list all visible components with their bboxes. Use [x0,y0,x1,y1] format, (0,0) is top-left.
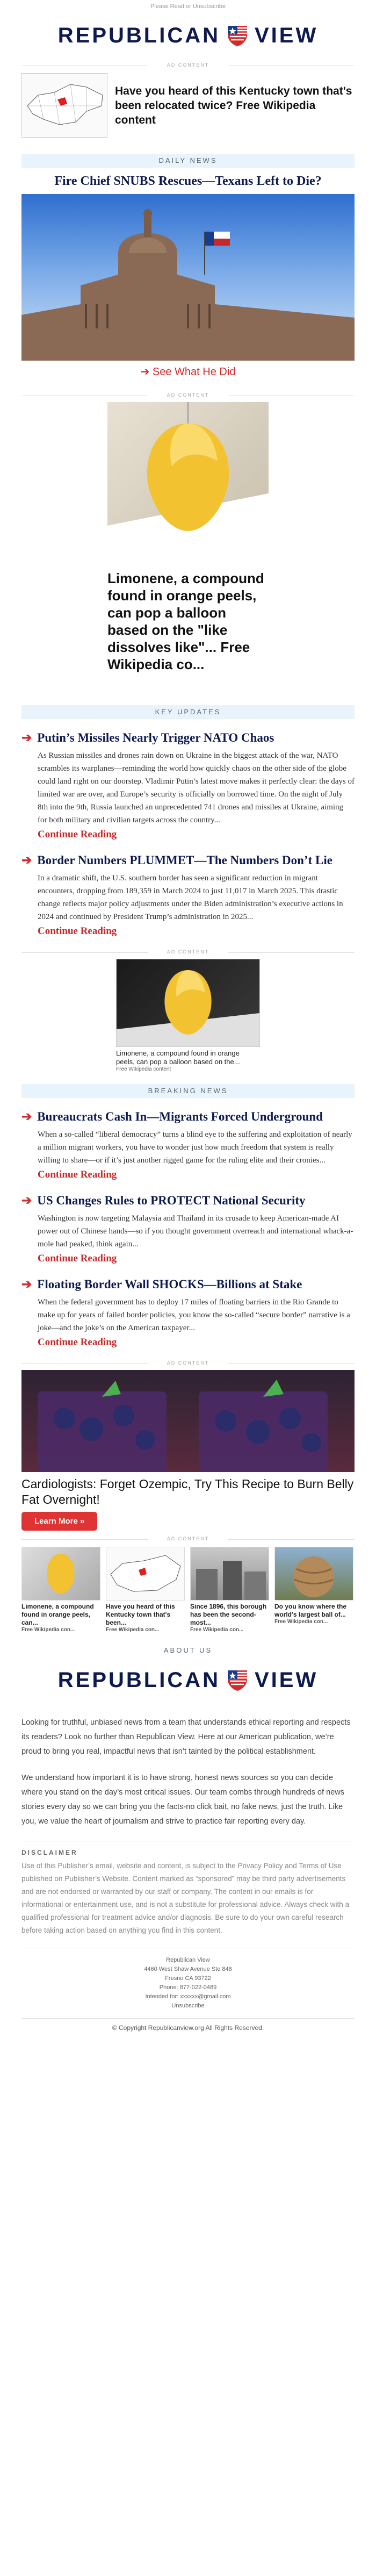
story-body: When the federal government has to deploy 17 miles of floating barriers in the Rio Grande to make up for years of failed border policies, you know the so-called “secure border” narrative is a joke—and the joke’s on the American taxpayer... [38,1298,350,1332]
ad-kentucky-text[interactable]: Have you heard of this Kentucky town that's been relocated twice? Free Wikipedia content [115,84,352,126]
story-body: When a so-called “liberal democracy” turns a blind eye to the suffering and exploitation of nearly a million migrant workers, you have to wonder just how much freedom that system is really willing to share—or if it’s just another rigged game for the ruling elite and their cronies... [38,1130,352,1165]
disclaimer-heading: DISCLAIMER [21,1849,78,1856]
story-headline[interactable] [21,1109,355,1125]
arrow-right-icon: ➔ [21,731,32,744]
ad-label: AD CONTENT [21,949,355,955]
logo-word-left: REPUBLICAN [57,23,220,47]
key-updates-band: KEY UPDATES [21,705,355,719]
grid-item-text[interactable]: Since 1896, this borough has been the second-most... [190,1603,267,1626]
footer-name: Republican View [166,1957,210,1963]
grid-item[interactable] [21,1547,100,1633]
story-us-rules [21,1193,355,1265]
yellow-balloon-icon [117,959,259,1046]
ad-limonene-small[interactable] [116,959,260,1072]
story-headline[interactable] [21,1276,355,1293]
arrow-right-icon: ➔ [21,853,32,867]
town-photo-icon [191,1547,269,1600]
arrow-right-icon: ➔ [21,1278,32,1291]
arrow-right-icon: ➔ [21,1110,32,1123]
story-headline[interactable] [21,730,355,746]
yellow-balloon-icon [107,402,269,563]
ball-photo-icon [275,1547,353,1600]
story-headline[interactable] [21,1193,355,1209]
ad-limonene[interactable] [107,402,269,673]
story-body: Washington is now targeting Malaysia and Thailand in its crusade to keep American-made AI power out of Chinese hands—so if you thought government overreach and international whack-a-mole had peaked, think again... [38,1214,353,1248]
ad-limonene-text[interactable]: Limonene, a compound found in orange peels, can pop a balloon based on the "like dissolves like"... Free Wikipedia co... [107,570,264,672]
ad-label: AD CONTENT [21,392,355,398]
kentucky-map-image[interactable] [21,73,107,138]
grid-image[interactable] [274,1547,353,1601]
grid-item-text[interactable]: Do you know where the world's largest ball of... [274,1603,347,1618]
ad-ozempic[interactable] [21,1370,355,1531]
disclaimer [21,1841,355,1937]
logo-word-right: VIEW [255,23,319,47]
arrow-right-icon: ➔ [21,1194,32,1207]
grid-image[interactable] [106,1547,185,1601]
learn-more-button[interactable]: Learn More » [21,1512,97,1531]
footer-phone: Phone: 877-022-0489 [159,1984,217,1991]
footer-unsubscribe-link[interactable]: Unsubscribe [171,2003,205,2009]
about-paragraph: We understand how important it is to have strong, honest news sources so you can decide where you stand on the day’s most critical issues. Our team combs through hundreds of news stories every day so we can bring you the facts-no click bait, no fake news, just the truth. Like you, we value the heart of journalism and strive to practice fair reporting every day. [21,1774,344,1826]
grid-item[interactable] [190,1547,269,1633]
flag-shield-icon [226,24,249,47]
ad-label: AD CONTENT [21,1536,355,1541]
about-us-band: ABOUT US [21,1644,355,1657]
logo-word-right: VIEW [255,1668,319,1692]
footer-addr2: Fresno CA 93722 [165,1975,211,1982]
story-body: As Russian missiles and drones rain down on Ukraine in the biggest attack of the war, NATO scrambles its warplanes—reminding the world how quickly chaos on the other side of the globe could land right on our doorstep. Vladimir Putin’s latest move makes it perfectly clear: the days of limited war are over, and Europe’s security is officially on borrowed time. On the night of July 8th into the 9th, Russia launched an unprecedented 741 drones and missiles at Ukraine, aiming for both military and civilian targets across the country... [38,751,355,824]
grid-item-source: Free Wikipedia con... [190,1627,244,1633]
berry-drinks-image[interactable] [21,1370,355,1472]
story-body: In a dramatic shift, the U.S. southern border has seen a significant reduction in migrant encounters, dropping from 189,359 in March 2024 to just 11,017 in March 2025. This drastic change reflects major policy adjustments under the Biden administration’s executive actions in 2024 and continued by President Trump’s administration in 2025... [38,874,343,921]
continue-reading-link[interactable]: Continue Reading [38,829,117,840]
lead-headline[interactable]: Fire Chief SNUBS Rescues—Texans Left to Die? [54,174,322,188]
logo-word-left: REPUBLICAN [57,1668,220,1692]
grid-item-source: Free Wikipedia con... [21,1627,75,1633]
ad-limonene-small-text[interactable]: Limonene, a compound found in orange peels, can pop a balloon based on the... [116,1049,240,1066]
ad-source: Free Wikipedia content [116,1066,171,1072]
balloon-image[interactable] [107,402,269,563]
grid-item-text[interactable]: Have you heard of this Kentucky town that's been... [106,1603,175,1626]
continue-reading-link[interactable]: Continue Reading [38,925,117,937]
balloon-small-image[interactable] [116,959,260,1047]
grid-item[interactable] [106,1547,185,1633]
story-headline[interactable] [21,852,355,869]
breaking-news-band: BREAKING NEWS [21,1084,355,1098]
spacer [0,719,376,730]
brand-logo[interactable] [0,13,376,58]
map-icon [106,1547,184,1600]
map-icon [22,74,107,137]
brand-logo-footer[interactable] [0,1657,376,1703]
capitol-building-icon [21,194,355,361]
spacer [0,1098,376,1109]
ad-kentucky[interactable] [21,73,355,138]
continue-reading-link[interactable]: Continue Reading [38,1253,117,1264]
grid-image[interactable] [21,1547,100,1601]
disclaimer-text: Use of this Publisher’s email, website and content, is subject to the Privacy Policy and Terms of Use published on Publisher’s Website. Content marked as “sponsored” may be third party advertisements and are not endorsed or warranted by our staff or company. The content in our emails is for informational or entertainment use, and is not a substitute for professional advice. Always check with a qualified professional for treatment advice and/or diagnosis. Be sure to do your own careful research before taking action based on anything you find in this content. [21,1862,350,1934]
capitol-dome-image[interactable] [21,194,355,361]
ad-ozempic-text[interactable]: Cardiologists: Forget Ozempic, Try This Recipe to Burn Belly Fat Overnight! [21,1477,354,1506]
spacer [0,1937,376,1948]
story-floating-wall [21,1276,355,1348]
about-text [21,1716,355,1829]
footer-address [21,1948,355,2018]
story-title[interactable]: US Changes Rules to PROTECT National Security [37,1194,306,1207]
story-title[interactable]: Putin’s Missiles Nearly Trigger NATO Chaos [37,731,274,744]
story-title[interactable]: Bureaucrats Cash In—Migrants Forced Underground [37,1110,323,1123]
flag-shield-icon [226,1668,249,1692]
story-border [21,852,355,937]
continue-reading-link[interactable]: Continue Reading [38,1337,117,1348]
unsubscribe-link[interactable]: Please Read or Unsubscribe [150,3,226,10]
copyright: © Copyright Republicanview.org All Rights Reserved. [21,2018,355,2041]
story-title[interactable]: Floating Border Wall SHOCKS—Billions at Stake [37,1278,302,1291]
footer-intended: Intended for: xxxxxx@gmail.com [145,1993,231,2000]
story-bureaucrats [21,1109,355,1181]
grid-item[interactable] [274,1547,353,1633]
daily-news-band: DAILY NEWS [21,154,355,168]
grid-item-source: Free Wikipedia con... [106,1627,160,1633]
grid-item-text[interactable]: Limonene, a compound found in orange peels, can... [21,1603,94,1626]
spacer [0,1703,376,1716]
lead-see-more-link[interactable]: ➔ See What He Did [140,366,236,378]
ad-label: AD CONTENT [21,1360,355,1366]
ad-grid [21,1547,355,1633]
spacer [0,673,376,705]
continue-reading-link[interactable]: Continue Reading [38,1169,117,1180]
footer-addr1: 4460 West Shaw Avenue Ste 848 [144,1966,232,1972]
grid-item-source: Free Wikipedia con... [274,1619,328,1625]
ad-label: AD CONTENT [21,62,355,68]
story-title[interactable]: Border Numbers PLUMMET—The Numbers Don’t Lie [37,853,332,867]
grid-image[interactable] [190,1547,269,1601]
yellow-balloon-icon [22,1547,100,1600]
story-putin [21,730,355,841]
about-paragraph: Looking for truthful, unbiased news from a team that understands ethical reporting and respects its readers? Look no further than Republican View. Here at our American publication, we’re proud to bring you real, impactful news that isn’t tainted by the political establishment. [21,1718,351,1756]
drink-glasses-icon [21,1370,355,1472]
